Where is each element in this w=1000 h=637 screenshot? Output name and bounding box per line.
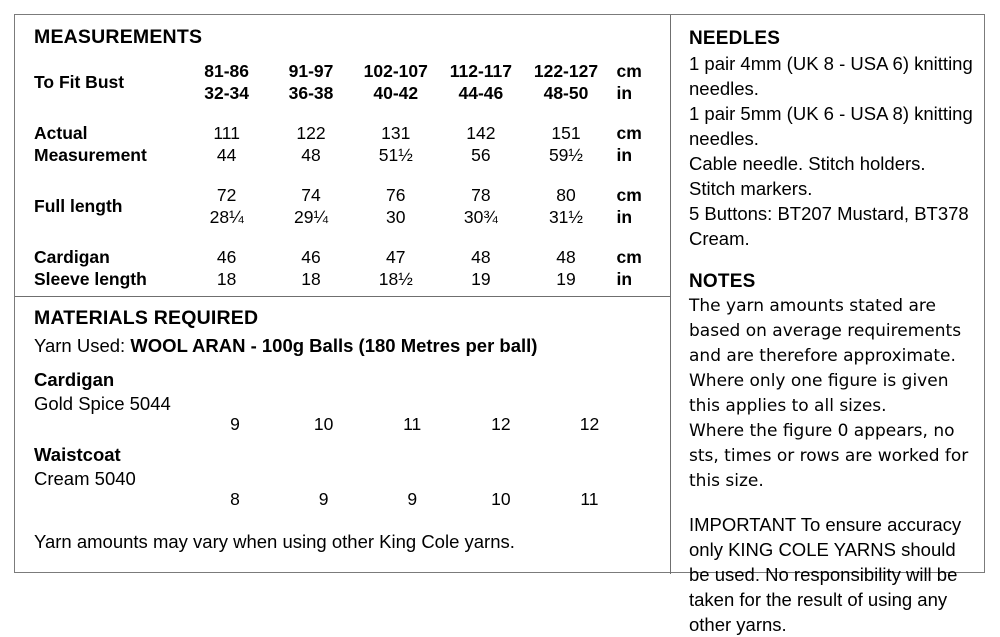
important-line: To ensure accuracy <box>795 514 962 535</box>
row-label-line: Actual <box>34 123 88 143</box>
important-line: other yarns. <box>689 614 787 635</box>
needles-line: Cable needle. Stitch holders. <box>689 153 926 174</box>
needles-line: needles. <box>689 78 759 99</box>
section-gap <box>689 494 974 512</box>
cell-value: 151 <box>551 123 581 143</box>
information-panel <box>14 14 985 635</box>
unit-label-in: in <box>616 83 633 103</box>
ball-count: 8 <box>230 489 240 509</box>
right-column <box>672 15 986 635</box>
cell-value: 19 <box>556 269 576 289</box>
yarn-used-label: Yarn Used: <box>34 335 126 356</box>
ball-row-lead-spacer <box>34 413 191 435</box>
ball-count: 12 <box>491 414 511 434</box>
unit-label-cm: cm <box>616 61 642 81</box>
yarn-used-value: WOOL ARAN - 100g Balls (180 Metres per ball) <box>130 335 538 356</box>
cell-value: 81-86 <box>204 61 250 81</box>
cell-value: 111 <box>213 123 240 143</box>
measurements-heading: MEASUREMENTS <box>34 26 203 48</box>
cell-value: 48 <box>556 247 576 267</box>
table-row <box>34 184 656 206</box>
cell-value: 48 <box>471 247 491 267</box>
important-line: taken for the result of using any <box>689 589 948 610</box>
needles-line: 1 pair 5mm (UK 6 - USA 8) knitting <box>689 103 973 124</box>
garment-shade: Gold Spice 5044 <box>34 393 171 414</box>
cell-value: 142 <box>466 123 496 143</box>
garment-waistcoat <box>34 443 136 491</box>
ball-count: 12 <box>579 414 600 434</box>
important-line: be used. No responsibility will be <box>689 564 958 585</box>
ball-count: 11 <box>580 489 599 509</box>
ball-count: 10 <box>491 489 511 509</box>
cell-value: 48 <box>301 145 321 165</box>
important-heading: IMPORTANT <box>689 514 796 535</box>
needles-line: Cream. <box>689 228 750 249</box>
needles-body <box>689 51 974 251</box>
garment-name: Waistcoat <box>34 444 121 465</box>
row-label-cardigan-sleeve-length-line2 <box>34 268 184 290</box>
row-spacer <box>34 104 656 122</box>
notes-line: and are therefore approximate. <box>689 346 956 366</box>
table-row <box>34 144 656 166</box>
cell-value: 28¼ <box>209 207 244 227</box>
unit-label-in: in <box>616 145 633 165</box>
row-label-full-length <box>34 184 184 228</box>
cell-value: 18 <box>301 269 321 289</box>
row-label-line: Sleeve length <box>34 269 147 289</box>
ball-count: 11 <box>403 414 422 434</box>
cell-value: 32-34 <box>204 83 250 103</box>
cell-value: 72 <box>216 185 237 205</box>
unit-label-cm: cm <box>616 185 642 205</box>
cell-value: 76 <box>386 185 406 205</box>
row-label-cardigan-sleeve-length <box>34 246 184 268</box>
cell-value: 74 <box>301 185 321 205</box>
cell-value: 48-50 <box>543 83 589 103</box>
notes-line: this size. <box>689 471 764 491</box>
cell-value: 47 <box>386 247 406 267</box>
materials-footnote: Yarn amounts may vary when using other King Cole yarns. <box>34 531 515 552</box>
important-line: only KING COLE YARNS should <box>689 539 956 560</box>
cell-value: 19 <box>471 269 491 289</box>
needles-line: Stitch markers. <box>689 178 813 199</box>
notes-line: this applies to all sizes. <box>689 396 887 416</box>
needles-line: needles. <box>689 128 759 149</box>
cell-value: 56 <box>471 145 491 165</box>
row-spacer <box>34 166 656 184</box>
cell-value: 46 <box>216 247 237 267</box>
cell-value: 30¾ <box>463 207 498 227</box>
row-label-line: To Fit Bust <box>34 72 125 92</box>
notes-body <box>689 294 974 494</box>
cell-value: 30 <box>386 207 406 227</box>
cardigan-ball-counts <box>34 413 675 435</box>
ball-count: 9 <box>318 489 329 509</box>
materials-heading: MATERIALS REQUIRED <box>34 307 259 329</box>
cell-value: 18½ <box>378 269 413 289</box>
table-row <box>34 488 675 510</box>
row-label-actual-measurement <box>34 122 184 144</box>
cell-value: 18 <box>216 269 237 289</box>
ball-row-lead-spacer <box>34 488 191 510</box>
waistcoat-ball-counts <box>34 488 675 510</box>
table-row <box>34 122 656 144</box>
needles-line: 1 pair 4mm (UK 8 - USA 6) knitting <box>689 53 973 74</box>
notes-line: Where the figure 0 appears, no <box>689 421 955 441</box>
needles-line: 5 Buttons: BT207 Mustard, BT378 <box>689 203 969 224</box>
important-block <box>689 512 974 637</box>
cell-value: 59½ <box>548 145 583 165</box>
ball-count: 10 <box>313 414 334 434</box>
yarn-used-line <box>34 335 537 357</box>
notes-line: based on average requirements <box>689 321 962 341</box>
important-first-line <box>689 512 974 537</box>
unit-label-in: in <box>616 269 633 289</box>
row-label-line: Measurement <box>34 145 147 165</box>
cell-value: 31½ <box>548 207 583 227</box>
notes-heading: NOTES <box>689 271 756 292</box>
ball-row-tail-spacer <box>634 488 675 510</box>
ball-count: 9 <box>230 414 240 434</box>
ball-row-tail-spacer <box>634 413 675 435</box>
cell-value: 102-107 <box>363 61 428 81</box>
cell-value: 78 <box>471 185 491 205</box>
ball-count: 9 <box>407 489 418 509</box>
cell-value: 40-42 <box>373 83 419 103</box>
cell-value: 131 <box>381 123 411 143</box>
cell-value: 80 <box>556 185 576 205</box>
unit-label-in: in <box>616 207 633 227</box>
table-row <box>34 413 675 435</box>
row-label-line: Full length <box>34 196 123 216</box>
measurements-table <box>34 60 656 290</box>
cell-value: 44-46 <box>458 83 504 103</box>
table-row <box>34 60 656 82</box>
unit-label-cm: cm <box>616 123 642 143</box>
left-column <box>15 15 670 574</box>
garment-name: Cardigan <box>34 369 115 390</box>
row-label-to-fit-bust <box>34 60 184 104</box>
cell-value: 36-38 <box>288 83 334 103</box>
section-gap <box>689 251 974 269</box>
row-label-line: Cardigan <box>34 247 110 267</box>
row-spacer <box>34 228 656 246</box>
cell-value: 122 <box>296 123 326 143</box>
table-row <box>34 268 656 290</box>
unit-label-cm: cm <box>616 247 642 267</box>
notes-line: sts, times or rows are worked for <box>689 446 969 466</box>
cell-value: 29¼ <box>293 207 329 227</box>
cell-value: 112-117 <box>449 61 513 81</box>
cell-value: 51½ <box>378 145 413 165</box>
cell-value: 46 <box>301 247 321 267</box>
cell-value: 44 <box>216 145 237 165</box>
notes-line: The yarn amounts stated are <box>689 296 936 316</box>
right-column-content <box>689 26 974 637</box>
row-label-actual-measurement-line2 <box>34 144 184 166</box>
table-row <box>34 246 656 268</box>
cell-value: 122-127 <box>533 61 599 81</box>
notes-line: Where only one figure is given <box>689 371 949 391</box>
garment-cardigan <box>34 368 171 416</box>
garment-shade: Cream 5040 <box>34 468 136 489</box>
needles-heading: NEEDLES <box>689 28 781 49</box>
cell-value: 91-97 <box>288 61 334 81</box>
